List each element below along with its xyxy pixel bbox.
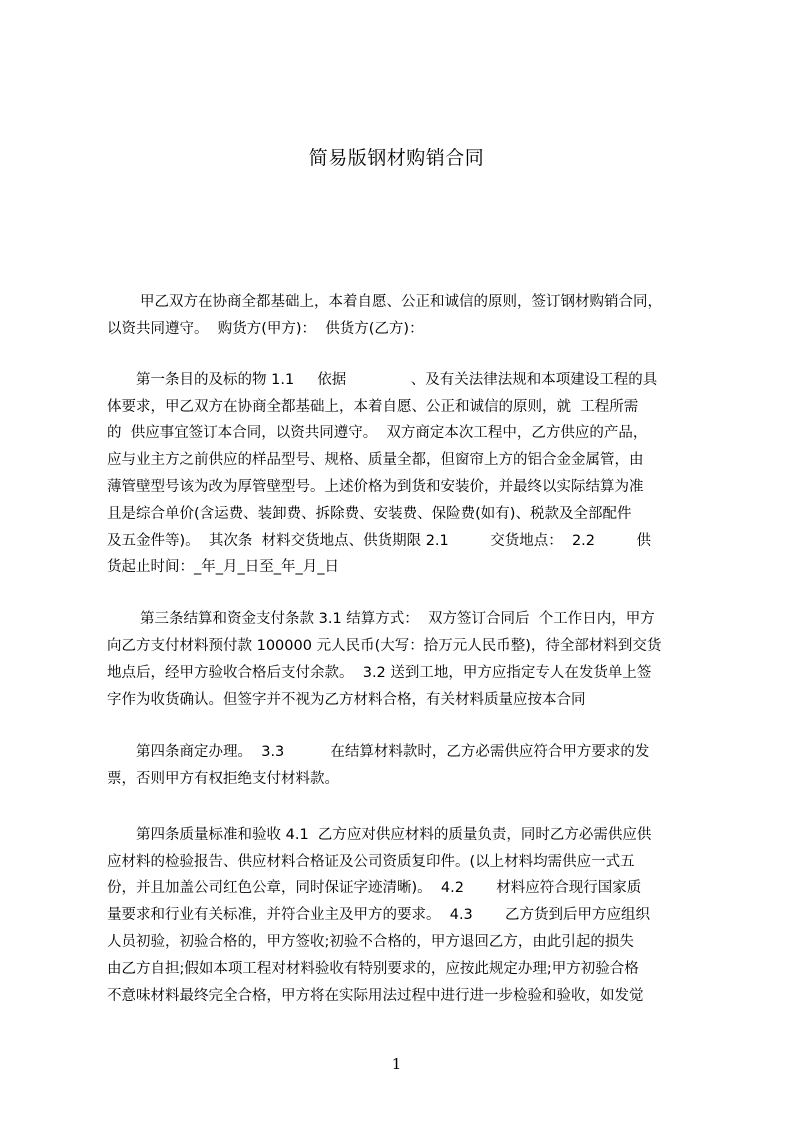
text-line-10: 货起止时间：_年_月_日至_年_月_日 <box>107 559 339 575</box>
text-line-5: 的 供应事宜签订本合同，以资共同遵守。 双方商定本次工程中，乙方供应的产品， <box>107 425 648 441</box>
text-line-11: 第三条结算和资金支付条款 3.1 结算方式： 双方签订合同后 个工作日内，甲方 <box>140 611 655 627</box>
text-line-6: 应与业主方之前供应的样品型号、规格、质量全都，但窗帘上方的铝合金金属管，由 <box>107 452 644 468</box>
text-line-3: 第一条目的及标的物 1.1 依据 、及有关法律法规和本项建设工程的具 <box>136 372 658 388</box>
text-line-21: 人员初验，初验合格的，甲方签收;初验不合格的，甲方退回乙方，由此引起的损失 <box>107 934 634 950</box>
text-line-19: 份，并且加盖公司红色公章，同时保证字迹清晰)。 4.2 材料应符合现行国家质 <box>107 880 642 896</box>
text-line-22: 由乙方自担;假如本项工程对材料验收有特别要求的，应按此规定办理;甲方初验合格 <box>107 961 639 977</box>
text-line-9: 及五金件等)。 其次条 材料交货地点、供货期限 2.1 交货地点： 2.2 供 <box>107 533 652 549</box>
text-line-12: 向乙方支付材料预付款 100000 元人民币(大写：拾万元人民币整)，待全部材料到交货 <box>107 638 662 654</box>
text-line-17: 第四条质量标准和验收 4.1 乙方应对供应材料的质量负责，同时乙方必需供应供 <box>136 827 652 843</box>
text-line-1: 甲乙双方在协商全都基础上，本着自愿、公正和诚信的原则，签订钢材购销合同， <box>140 294 662 310</box>
text-line-18: 应材料的检验报告、供应材料合格证及公司资质复印件。(以上材料均需供应一式五 <box>107 854 635 870</box>
text-line-23: 不意味材料最终完全合格，甲方将在实际用法过程中进行进一步检验和验收，如发觉 <box>107 988 644 1004</box>
text-line-15: 第四条商定办理。 3.3 在结算材料款时，乙方必需供应符合甲方要求的发 <box>136 744 650 760</box>
text-line-16: 票，否则甲方有权拒绝支付材料款。 <box>107 771 339 787</box>
text-line-2: 以资共同遵守。 购货方(甲方)： 供货方(乙方)： <box>107 321 424 337</box>
document-title: 简易版钢材购销合同 <box>308 147 485 169</box>
text-line-14: 字作为收货确认。但签字并不视为乙方材料合格，有关材料质量应按本合同 <box>107 692 586 708</box>
text-line-8: 且是综合单价(含运费、装卸费、拆除费、安装费、保险费(如有)、税款及全部配件 <box>107 506 632 522</box>
text-line-7: 薄管壁型号该为改为厚管壁型号。上述价格为到货和安装价，并最终以实际结算为准 <box>107 479 644 495</box>
text-line-4: 体要求，甲乙双方在协商全都基础上，本着自愿、公正和诚信的原则，就 工程所需 <box>107 399 639 415</box>
text-line-13: 地点后，经甲方验收合格后支付余款。 3.2 送到工地，甲方应指定专人在发货单上签 <box>107 665 652 681</box>
page-number: 1 <box>391 1055 402 1073</box>
text-line-20: 量要求和行业有关标准，并符合业主及甲方的要求。 4.3 乙方货到后甲方应组织 <box>107 907 651 923</box>
